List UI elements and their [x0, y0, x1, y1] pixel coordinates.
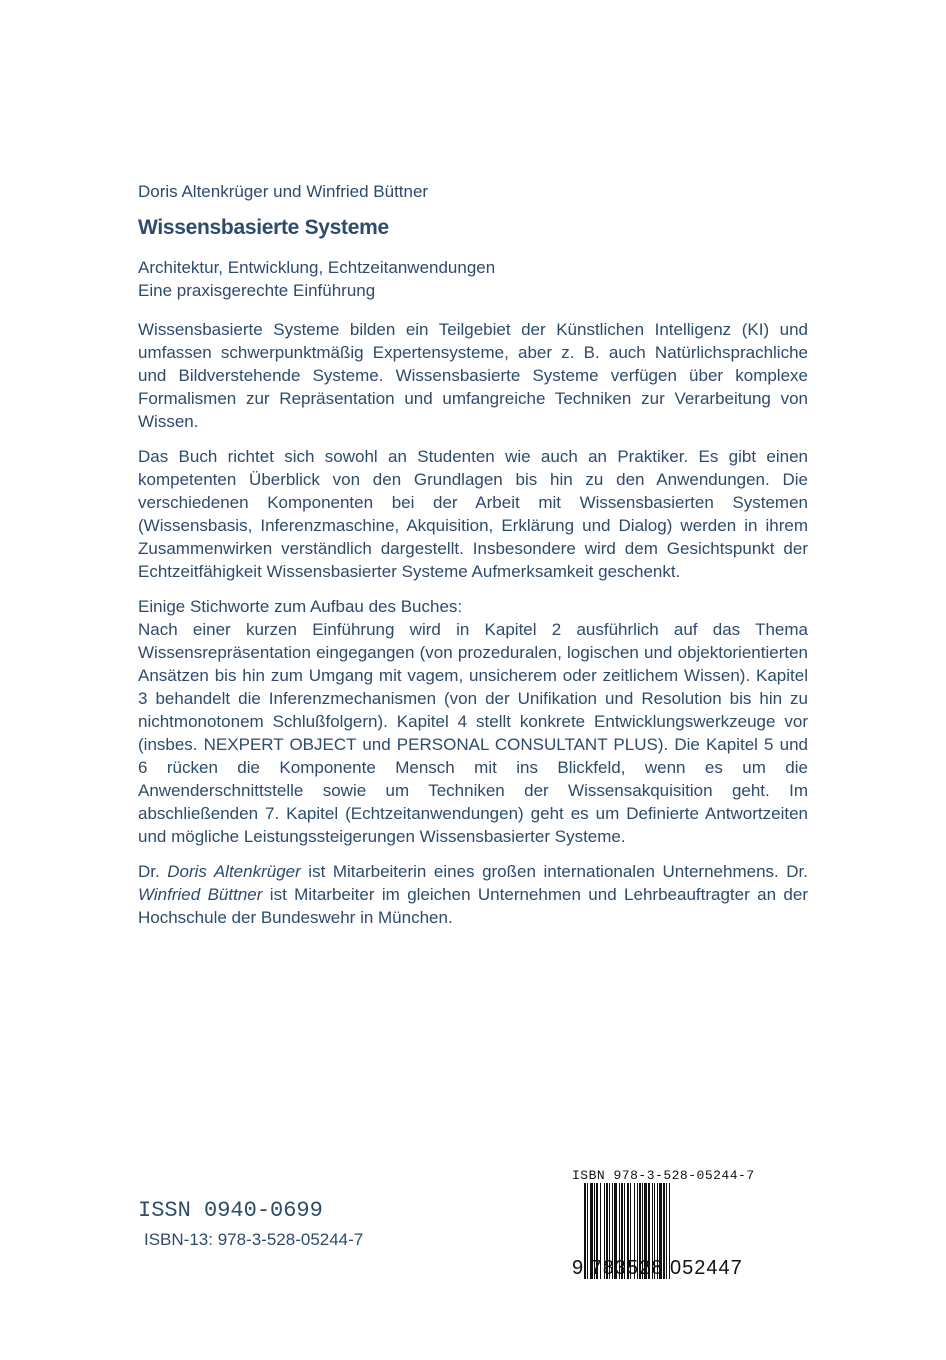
book-title: Wissensbasierte Systeme	[138, 216, 389, 239]
bio-text: ist Mitarbeiterin eines großen internationalen Unternehmens. Dr.	[300, 862, 808, 881]
barcode-digits: 9 783528 052447	[572, 1257, 743, 1279]
subtitle-line-1: Architektur, Entwicklung, Echtzeitanwendungen	[138, 258, 496, 277]
authors: Doris Altenkrüger und Winfried Büttner	[138, 182, 429, 201]
structure-text: Nach einer kurzen Einführung wird in Kapitel 2 ausführlich auf das Thema Wissensrepräsentation eingegangen (von prozeduralen, logischen und objektorientierten Ansätzen bis hin zum Umgang mit vagem, unsicherem oder zeitlichem Wissen). Kapitel 3 behandelt die Inferenzmechanismen (von der Unifikation und Resolution bis hin zu nichtmonotonem Schlußfolgern). Kapitel 4 stellt konkrete Entwicklungswerkzeuge vor (insbes. NEXPERT OBJECT und PERSONAL CONSULTANT PLUS). Die Kapitel 5 und 6 rücken die Komponente Mensch mit ins Blickfeld, wenn es um die Anwenderschnittstelle sowie um Techniken der Wissensakquisition geht. Im abschließenden 7. Kapitel (Echtzeitanwendungen) geht es um Definierte Antwortzeiten und mögliche Leistungssteigerungen Wissensbasierter Systeme.	[138, 620, 808, 846]
author-name-1: Doris Altenkrüger	[167, 862, 301, 881]
back-cover-text	[138, 182, 808, 941]
bio-text: Dr.	[138, 862, 168, 881]
author-name-2: Winfried Büttner	[138, 885, 263, 904]
isbn-13: ISBN-13: 978-3-528-05244-7	[144, 1230, 364, 1249]
audience-paragraph: Das Buch richtet sich sowohl an Studenten wie auch an Praktiker. Es gibt einen kompetenten Überblick von den Grundlagen bis hin zu den Anwendungen. Die verschiedenen Komponenten bei der Arbeit mit Wissensbasierten Systemen (Wissensbasis, Inferenzmaschine, Akquisition, Erklärung und Dialog) werden in ihrem Zusammenwirken verständlich dargestellt. Insbesondere wird dem Gesichtspunkt der Echtzeitfähigkeit Wissensbasierter Systeme Aufmerksamkeit geschenkt.	[138, 447, 808, 581]
isbn-barcode	[572, 1168, 787, 1280]
issn: ISSN 0940-0699	[138, 1198, 323, 1223]
bio-text: ist Mitarbeiter im gleichen Unternehmen und Lehrbeauftragter an der Hochschule der Bundeswehr in München.	[138, 885, 809, 927]
subtitle	[138, 256, 808, 302]
structure-paragraph	[138, 595, 808, 848]
author-bio	[138, 860, 808, 929]
structure-heading: Einige Stichworte zum Aufbau des Buches:	[138, 597, 463, 616]
barcode-isbn-label: ISBN 978-3-528-05244-7	[572, 1168, 755, 1183]
subtitle-line-2: Eine praxisgerechte Einführung	[138, 281, 376, 300]
description-paragraph: Wissensbasierte Systeme bilden ein Teilgebiet der Künstlichen Intelligenz (KI) und umfassen schwerpunktmäßig Expertensysteme, aber z. B. auch Natürlichsprachliche und Bildverstehende Systeme. Wissensbasierte Systeme verfügen über komplexe Formalismen zur Repräsentation und umfangreiche Techniken zur Verarbeitung von Wissen.	[138, 320, 808, 431]
